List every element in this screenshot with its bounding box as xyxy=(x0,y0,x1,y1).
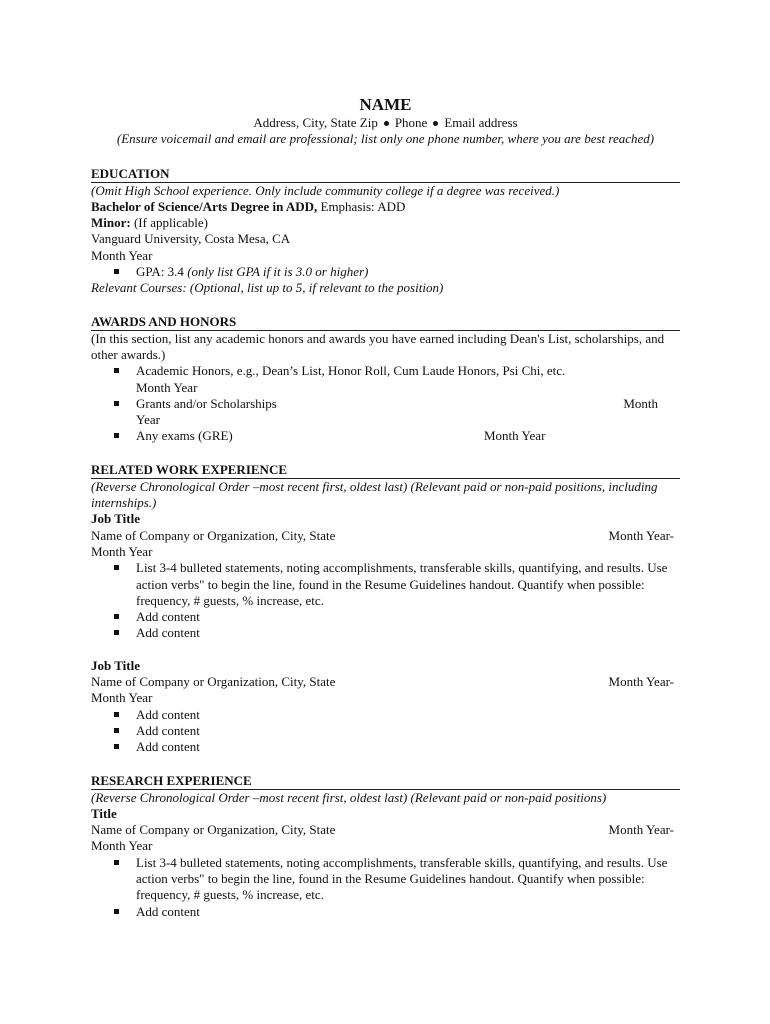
research-date-start: Month Year- xyxy=(608,822,674,838)
list-item xyxy=(91,363,680,396)
work-heading: RELATED WORK EXPERIENCE xyxy=(91,462,680,479)
list-item xyxy=(91,396,680,429)
research-organization: Name of Company or Organization, City, State xyxy=(91,822,336,838)
research-bullets xyxy=(91,855,680,920)
job-date-end: Month Year xyxy=(91,690,153,706)
job-date-start: Month Year- xyxy=(608,674,674,690)
education-list xyxy=(91,264,680,280)
job-title: Job Title xyxy=(91,511,141,527)
job-organization: Name of Company or Organization, City, State xyxy=(91,527,336,543)
job-bullets xyxy=(91,560,680,641)
list-item: Add content xyxy=(91,707,680,723)
gpa-value: GPA: 3.4 xyxy=(136,264,188,280)
bullet-dot-icon xyxy=(433,121,438,126)
research-title: Title xyxy=(91,805,117,821)
list-item: Add content xyxy=(91,739,680,755)
relevant-courses: Relevant Courses: (Optional, list up to 5, if relevant to the position) xyxy=(91,280,444,296)
research-date-end: Month Year xyxy=(91,838,153,854)
education-note: (Omit High School experience. Only include community college if a degree was received.) xyxy=(91,182,560,198)
bullet-dot-icon xyxy=(384,121,389,126)
contact-note: (Ensure voicemail and email are professional; list only one phone number, where you are best reached) xyxy=(116,131,655,147)
degree-title: Bachelor of Science/Arts Degree in ADD, xyxy=(91,198,318,214)
job-date-end: Month Year xyxy=(91,543,153,559)
gpa-note: (only list GPA if it is 3.0 or higher) xyxy=(187,264,369,280)
awards-note: (In this section, list any academic honors and awards you have earned including Dean's List, scholarships, and other awards.) xyxy=(91,330,665,362)
list-item: List 3-4 bulleted statements, noting accomplishments, transferable skills, quantifying, and results. Use action verbs" to begin the line, found in the Resume Guidelines handout. Quantify when possible: frequency, # guests, % increase, etc. xyxy=(91,855,680,904)
awards-heading: AWARDS AND HONORS xyxy=(91,314,680,331)
list-item: List 3-4 bulleted statements, noting accomplishments, transferable skills, quantifying, and results. Use action verbs" to begin the line, found in the Resume Guidelines handout. Quantify when possible: frequency, # guests, % increase, etc. xyxy=(91,560,680,609)
award-date-continued: Year xyxy=(136,412,160,428)
school-name: Vanguard University, Costa Mesa, CA xyxy=(91,231,291,247)
contact-address: Address, City, State Zip xyxy=(253,115,378,130)
award-date: Month Year xyxy=(484,428,546,444)
education-date: Month Year xyxy=(91,247,153,263)
degree-emphasis: Emphasis: ADD xyxy=(317,198,406,214)
award-text: Any exams (GRE) xyxy=(136,428,233,444)
minor-line xyxy=(91,215,680,231)
minor-value: (If applicable) xyxy=(130,215,208,231)
work-note: (Reverse Chronological Order –most recent first, oldest last) (Relevant paid or non-paid positions, including internships.) xyxy=(91,478,658,511)
list-item: Add content xyxy=(91,723,680,739)
list-item xyxy=(91,428,680,444)
contact-line xyxy=(91,115,680,131)
list-item: Add content xyxy=(91,904,680,920)
award-text: Grants and/or Scholarships xyxy=(136,395,277,411)
contact-email: Email address xyxy=(444,115,518,130)
research-note: (Reverse Chronological Order –most recent first, oldest last) (Relevant paid or non-paid positions) xyxy=(91,789,607,805)
job-date-start: Month Year- xyxy=(608,527,674,543)
resume-content xyxy=(91,95,680,920)
degree-line xyxy=(91,199,680,215)
minor-label: Minor: xyxy=(91,215,131,231)
list-item: Add content xyxy=(91,609,680,625)
research-heading: RESEARCH EXPERIENCE xyxy=(91,773,680,790)
job-title: Job Title xyxy=(91,657,141,673)
awards-list xyxy=(91,363,680,444)
award-date: Month xyxy=(623,395,658,411)
education-heading: EDUCATION xyxy=(91,166,680,183)
job-organization: Name of Company or Organization, City, State xyxy=(91,674,336,690)
resume-name: NAME xyxy=(359,95,412,114)
award-text: Academic Honors, e.g., Dean’s List, Honor Roll, Cum Laude Honors, Psi Chi, etc. xyxy=(136,363,566,379)
award-date: Month Year xyxy=(136,379,198,395)
list-item xyxy=(91,264,680,280)
contact-phone: Phone xyxy=(394,115,428,130)
list-item: Add content xyxy=(91,625,680,641)
job-bullets xyxy=(91,707,680,756)
